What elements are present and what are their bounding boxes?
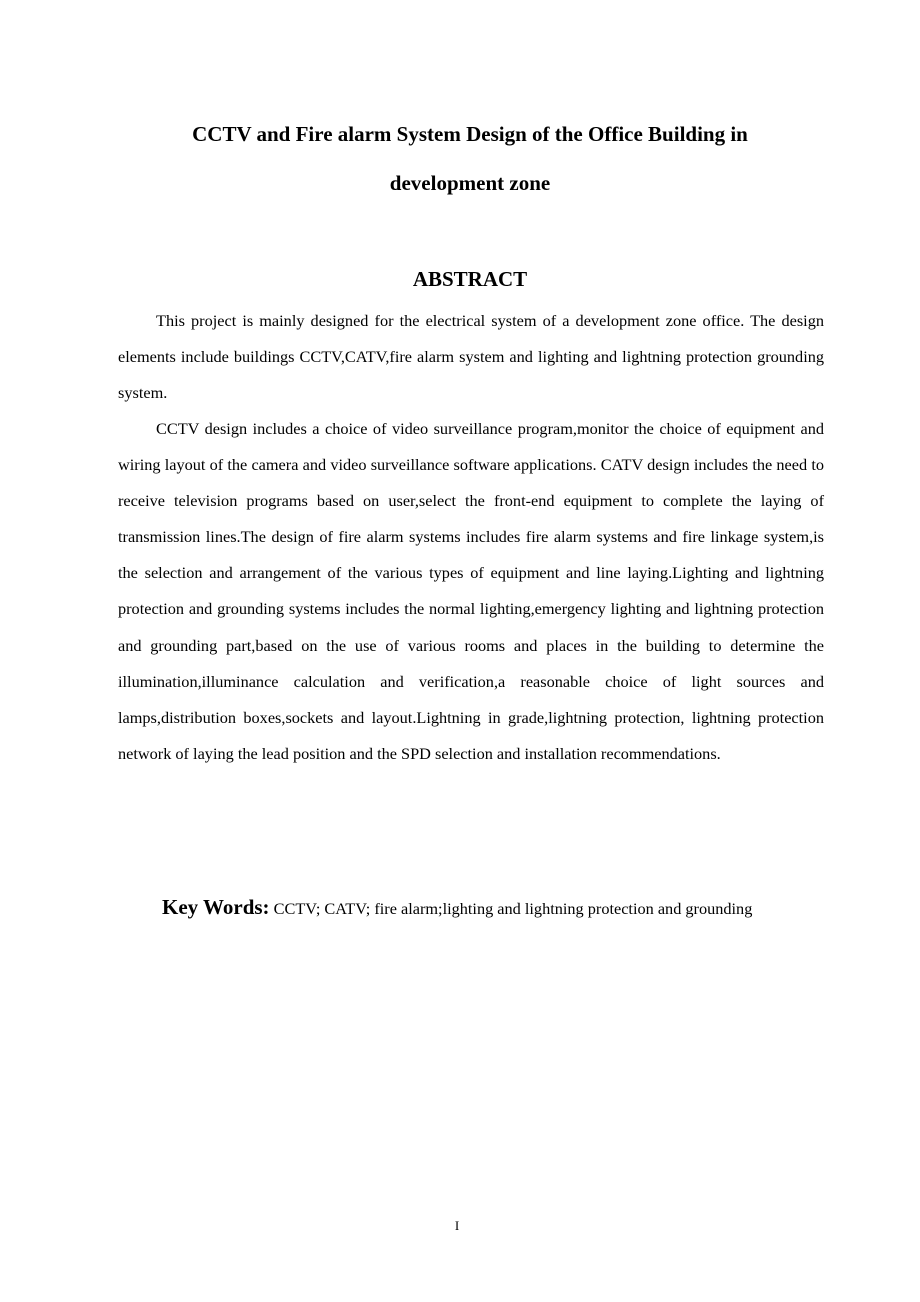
abstract-heading: ABSTRACT xyxy=(412,267,528,291)
abstract-paragraph-2: CCTV design includes a choice of video surveillance program,monitor the choice of equipment and wiring layout of the camera and video surveillance software applications. CATV design includes the need to receive television programs based on user,select the front-end equipment to complete the laying of transmission lines.The design of fire alarm systems includes fire alarm systems and fire linkage system,is the selection and arrangement of the various types of equipment and line laying.Lighting and lightning protection and grounding systems includes the normal lighting,emergency lighting and lightning protection and grounding part,based on the use of various rooms and places in the building to determine the illumination,illuminance calculation and verification,a reasonable choice of light sources and lamps,distribution boxes,sockets and layout.Lightning in grade,lightning protection, lightning protection network of laying the lead position and the SPD selection and installation recommendations. xyxy=(118,419,824,763)
title-line-2: development zone xyxy=(389,171,551,195)
title-line-1: CCTV and Fire alarm System Design of the Office Building in xyxy=(192,122,748,146)
keywords-label: Key Words: xyxy=(162,895,270,919)
abstract-paragraph-1: This project is mainly designed for the electrical system of a development zone office. The design elements include buildings CCTV,CATV,fire alarm system and lighting and lightning protection grounding system. xyxy=(118,311,824,403)
page-number: I xyxy=(454,1218,460,1233)
keywords-line xyxy=(118,887,824,929)
keywords-text: CCTV; CATV; fire alarm;lighting and lightning protection and grounding xyxy=(273,899,753,918)
